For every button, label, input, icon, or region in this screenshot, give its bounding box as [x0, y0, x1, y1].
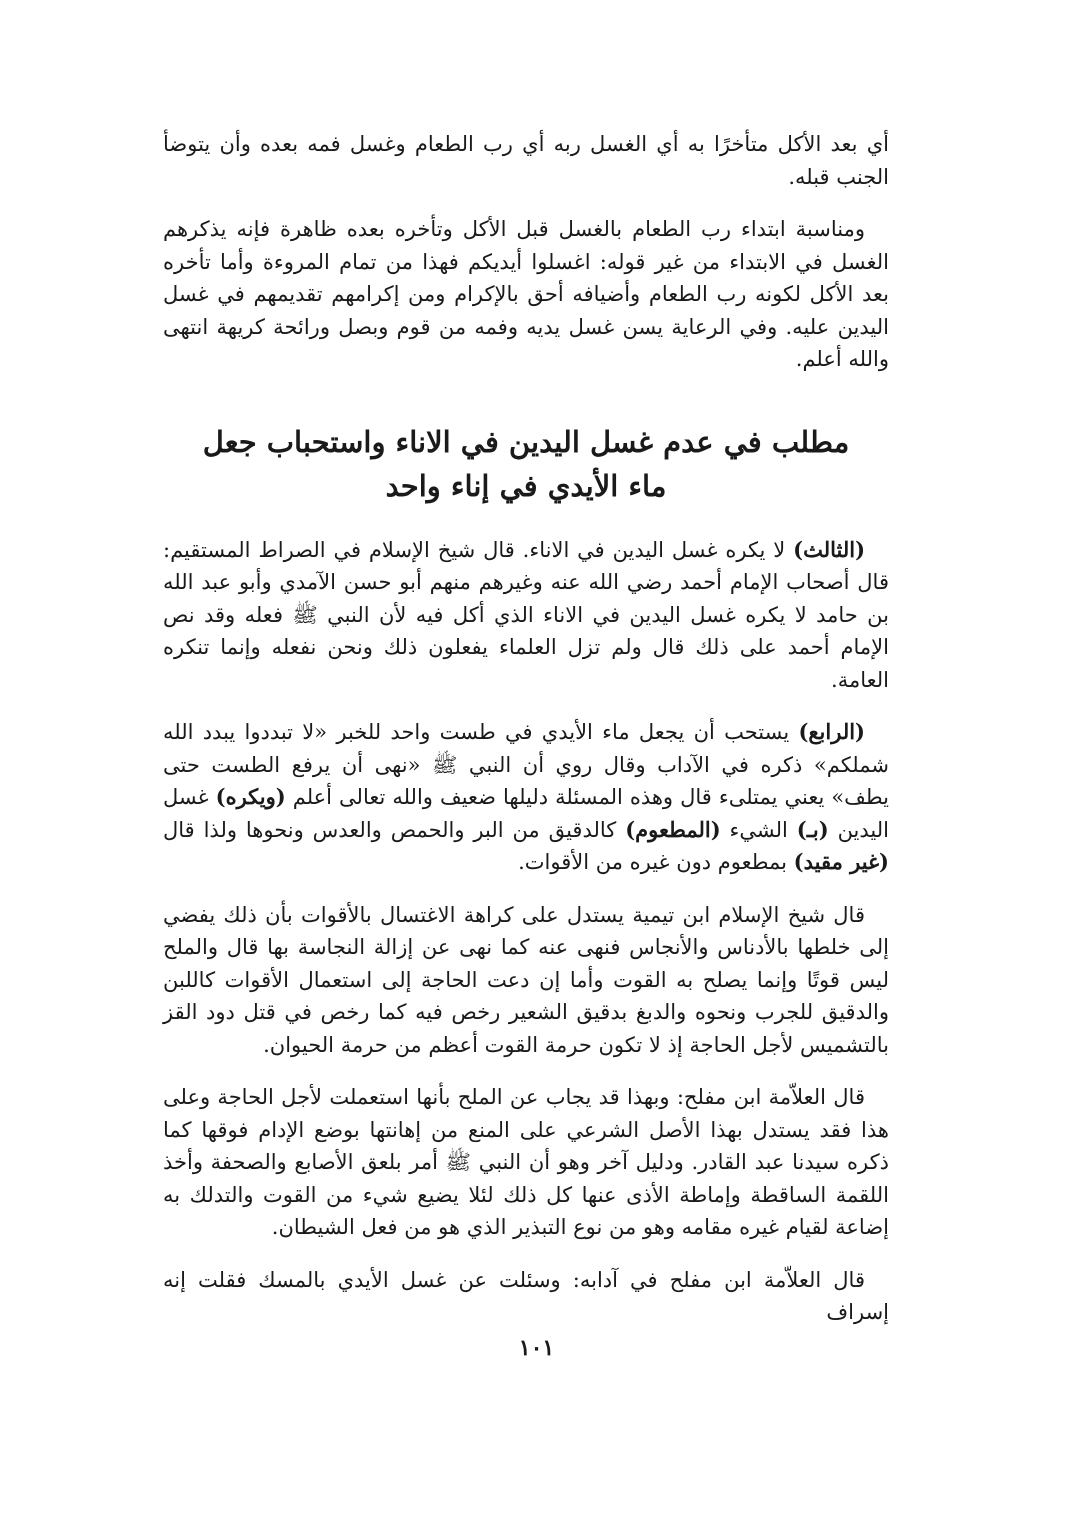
- paragraph-1-text: أي بعد الأكل متأخرًا به أي الغسل ربه أي رب الطعام وغسل فمه بعده وأن يتوضأ الجنب قبله.: [163, 132, 889, 189]
- page-number: ١٠١: [518, 1335, 555, 1361]
- paragraph-1: [163, 128, 889, 193]
- paragraph-4-bold-b: (ويكره): [215, 784, 286, 809]
- heading-line-2: ماء الأيدي في إناء واحد: [385, 468, 667, 503]
- paragraph-3-text: لا يكره غسل اليدين في الاناء. قال شيخ الإسلام في الصراط المستقيم: قال أصحاب الإمام أحمد رضي الله عنه وغيرهم منهم أبو حسن الآمدي وأبو عبد الله بن حامد لا يكره غسل اليدين في الاناء الذي أكل فيه لأن النبي ﷺ فعله وقد نص الإمام أحمد على ذلك قال ولم تزل العلماء يفعلون ذلك ونحن نفعله وإنما تنكره العامة.: [163, 537, 889, 692]
- paragraph-4-text-g: كالدقيق من البر والحمص والعدس ونحوها ولذا قال: [163, 817, 626, 842]
- paragraph-6: [163, 1081, 889, 1244]
- paragraph-2-text: ومناسبة ابتداء رب الطعام بالغسل قبل الأكل وتأخره بعده ظاهرة فإنه يذكرهم الغسل في الابتداء من غير قوله: اغسلوا أيديكم فهذا من تمام المروءة وأما تأخره بعد الأكل لكونه رب الطعام وأضيافه أحق بالإكرام ومن إكرامهم تقديمهم في غسل اليدين عليه. وفي الرعاية يسن غسل يديه وفمه من قوم وبصل ورائحة كريهة انتهى والله أعلم.: [163, 217, 889, 371]
- section-heading: [163, 420, 889, 508]
- paragraph-4-bold-f: (المطعوم): [625, 816, 721, 842]
- paragraph-4-label: (الرابع): [798, 719, 865, 744]
- paragraph-5-text: قال شيخ الإسلام ابن تيمية يستدل على كراهة الاغتسال بالأقوات بأن ذلك يفضي إلى خلطها بالأدناس والأنجاس فنهى عنه كما نهى عن إزالة النجاسة بها قال والملح ليس قوتًا وإنما يصلح به القوت وأما إن دعت الحاجة إلى استعمال الأقوات كاللبن والدقيق للجرب ونحوه والدبغ بدقيق الشعير رخص فيه كما رخص في قتل دود القز بالتشميس لأجل الحاجة إذ لا تكون حرمة القوت أعظم من حرمة الحيوان.: [163, 902, 889, 1057]
- heading-line-1: مطلب في عدم غسل اليدين في الاناء واستحباب جعل: [202, 424, 850, 459]
- paragraph-7-text: قال العلاّمة ابن مفلح في آدابه: وسئلت عن غسل الأيدي بالمسك فقلت إنه إسراف: [163, 1267, 889, 1324]
- paragraph-4-text-e: الشيء: [720, 817, 797, 842]
- paragraph-5: [163, 899, 889, 1062]
- paragraph-2: [163, 213, 889, 376]
- paragraph-6-text: قال العلاّمة ابن مفلح: وبهذا قد يجاب عن الملح بأنها استعملت لأجل الحاجة وعلى هذا فقد يستدل بهذا الأصل الشرعي على المنع من إهانتها بوضع الإدام فوقها كما ذكره سيدنا عبد القادر. ودليل آخر وهو أن النبي ﷺ أمر بلعق الأصابع والصحفة وأخذ اللقمة الساقطة وإماطة الأذى عنها كل ذلك لئلا يضيع شيء من القوت والتدلك به إضاعة لقيام غيره مقامه وهو من نوع التبذير الذي هو من فعل الشيطان.: [163, 1085, 889, 1239]
- paragraph-4-text-i: بمطعوم دون غيره من الأقوات.: [518, 850, 794, 874]
- paragraph-3: [163, 534, 889, 697]
- paragraph-4-bold-d: (بـ): [796, 816, 829, 842]
- paragraph-3-label: (الثالث): [793, 536, 865, 562]
- paragraph-4-text-c: غسل اليدين: [163, 785, 889, 842]
- paragraph-4-text-a: يستحب أن يجعل ماء الأيدي في طست واحد للخبر «لا تبددوا يبدد الله شملكم» ذكره في الآداب وقال روي أن النبي ﷺ «نهى أن يرفع الطست حتى يطف» يعني يمتلىء قال وهذه المسئلة دليلها ضعيف والله تعالى أعلم: [163, 720, 889, 809]
- paragraph-7: [163, 1264, 889, 1329]
- paragraph-4-bold-h: (غير مقيد): [793, 849, 889, 874]
- page-body: [163, 128, 889, 1329]
- paragraph-4: [163, 716, 889, 879]
